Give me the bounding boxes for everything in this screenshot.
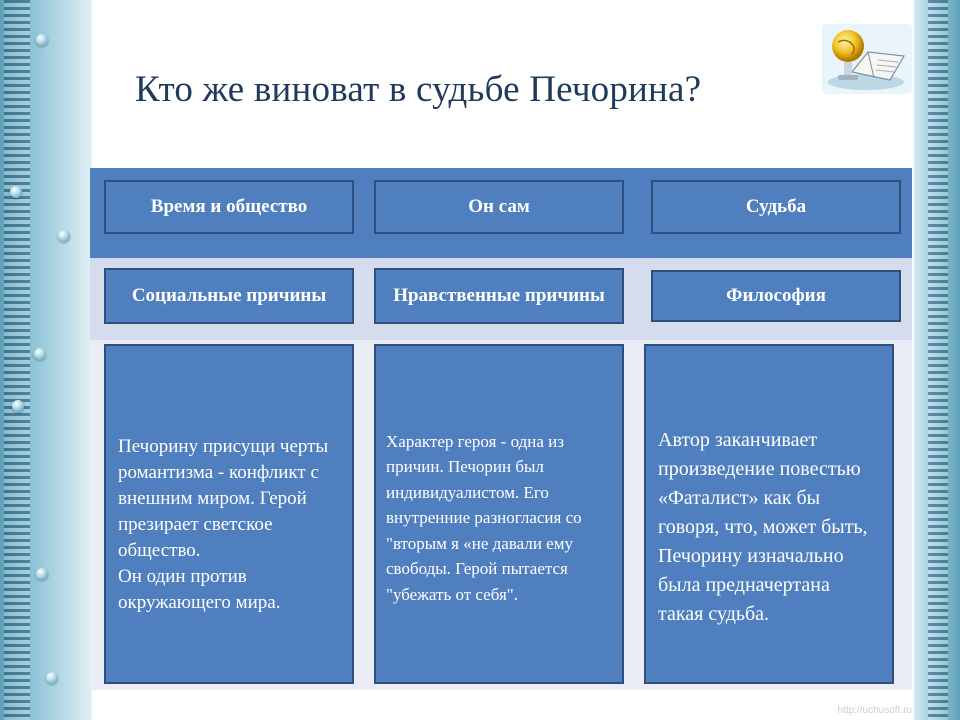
header-box-time-society: Время и общество: [104, 180, 354, 234]
header-box-himself: Он сам: [374, 180, 624, 234]
description-paragraph: Он один против окружающего мира.: [118, 566, 281, 613]
water-drop-decoration: [58, 230, 70, 242]
description-box-philosophy: [644, 344, 894, 684]
water-drop-decoration: [10, 186, 22, 198]
description-paragraph: Печорину присущи черты романтизма - конфликт с внешним миром. Герой презирает светское общество.: [118, 436, 329, 561]
water-drop-decoration: [34, 348, 46, 360]
cause-label-moral: Нравственные причины: [393, 285, 605, 306]
left-binding-stripes: [4, 0, 30, 720]
description-box-social: [104, 344, 354, 684]
description-box-moral: [374, 344, 624, 684]
water-drop-decoration: [46, 672, 58, 684]
water-drop-decoration: [36, 568, 48, 580]
water-drop-decoration: [12, 400, 24, 412]
cause-label-philosophy: Философия: [726, 285, 826, 306]
description-paragraph: Автор заканчивает произведение повестью «Фаталист» как бы говоря, что, может быть, Печорину изначально была предначертана такая судьба.: [658, 428, 868, 625]
slide-title: Кто же виноват в судьбе Печорина?: [135, 69, 702, 110]
cause-box-moral: [374, 268, 624, 324]
right-binding-stripes: [928, 0, 948, 720]
header-box-fate: Судьба: [651, 180, 901, 234]
book-with-globe-icon: [822, 22, 914, 96]
cause-label-social: Социальные причины: [131, 285, 327, 306]
left-decorative-frame: [0, 0, 92, 720]
right-decorative-frame: [914, 0, 960, 720]
water-drop-decoration: [36, 34, 48, 46]
cause-box-philosophy: [651, 270, 901, 322]
description-paragraph: Характер героя - одна из причин. Печорин был индивидуалистом. Его внутренние разногласия со "вторым я «не давали ему свободы. Герой пытается "убежать от себя".: [386, 431, 582, 604]
cause-box-social: [104, 268, 354, 324]
watermark-text: http://uchusoft.ru: [837, 705, 912, 716]
